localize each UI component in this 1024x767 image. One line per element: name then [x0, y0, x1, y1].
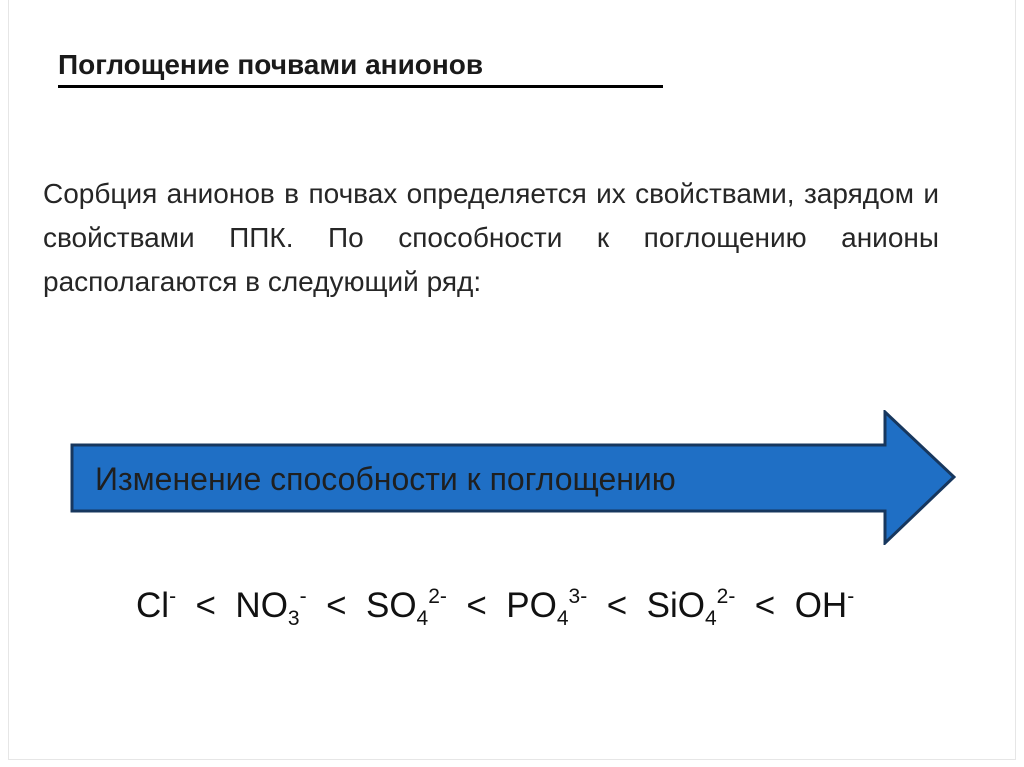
anion-so4: $SO_4^{2-}$ — [365, 585, 447, 630]
less-than-separator: < — [745, 586, 785, 625]
arrow-label: Изменение способности к поглощению — [95, 461, 676, 497]
anion-oh: OH- — [794, 585, 855, 625]
direction-arrow — [70, 410, 956, 545]
slide-frame — [8, 0, 1016, 760]
anion-po4: $PO_4^{3-}$ — [506, 585, 588, 630]
less-than-separator: < — [185, 586, 226, 625]
title-underline — [58, 85, 663, 88]
anion-cl: Cl- — [136, 585, 177, 625]
slide-title: Поглощение почвами анионов — [58, 49, 484, 80]
slide-body-text: Сорбция анионов в почвах определяется их свойствами, зарядом и свойствами ППК. По способности к поглощению анионы располагаются в следующий ряд: — [43, 178, 939, 297]
anion-sio4: SiO$_4^{2-}$ — [646, 585, 736, 630]
less-than-separator: < — [456, 586, 497, 625]
anion-no3: $NO_3^-$ — [235, 585, 307, 630]
anion-series-formula — [136, 584, 854, 628]
less-than-separator: < — [596, 586, 637, 625]
less-than-separator: < — [316, 586, 357, 625]
